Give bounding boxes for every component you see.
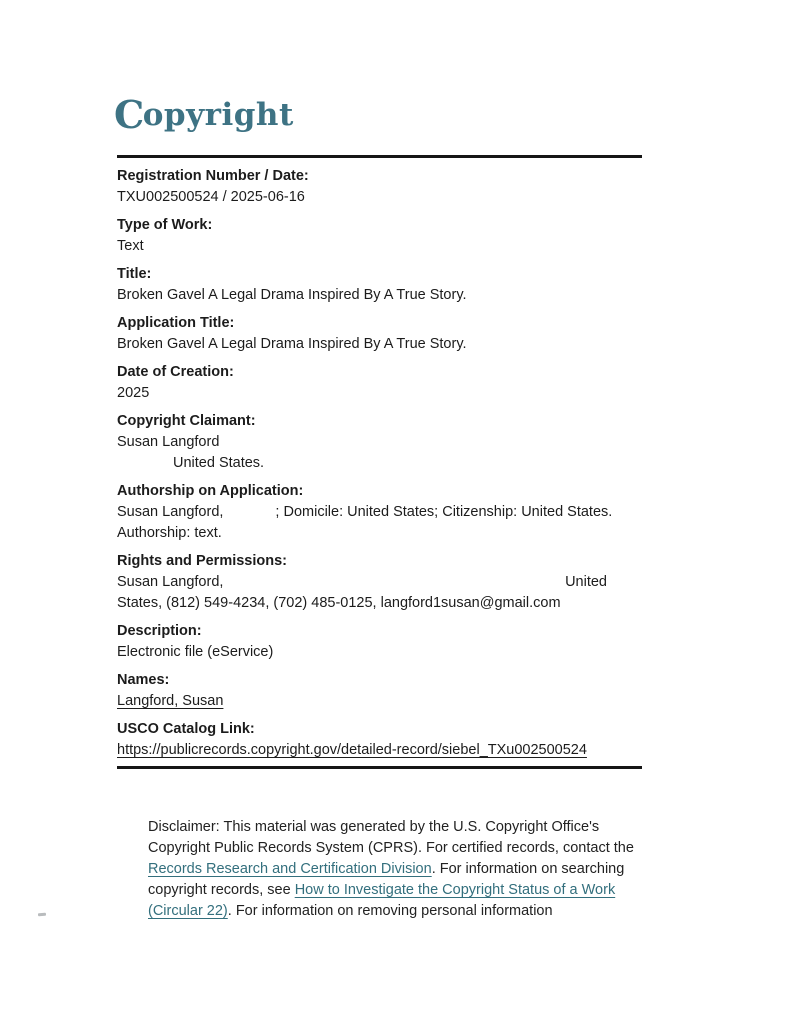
logo-rest: opyright xyxy=(142,97,294,133)
field-title xyxy=(117,264,645,306)
field-label: Application Title: xyxy=(117,315,235,331)
field-description xyxy=(117,621,645,663)
field-label: Rights and Permissions: xyxy=(117,553,288,569)
field-names xyxy=(117,670,645,712)
disclaimer-text-1: Disclaimer: This material was generated by the U.S. Copyright Office's Copyright Public Records System (CPRS). For certified records, contact the xyxy=(148,819,634,856)
rights-contact-name: Susan Langford, xyxy=(117,574,224,590)
bottom-divider-rule xyxy=(117,766,642,769)
field-value: 2025 xyxy=(117,385,150,401)
usco-copyright-logo xyxy=(114,92,294,137)
field-label: Names: xyxy=(117,672,170,688)
claimant-name: Susan Langford xyxy=(117,434,220,450)
field-label: Copyright Claimant: xyxy=(117,413,256,429)
field-label: Title: xyxy=(117,266,152,282)
field-type-of-work xyxy=(117,215,645,257)
field-value: TXU002500524 / 2025-06-16 xyxy=(117,189,305,205)
rights-line-2: States, (812) 549-4234, (702) 485-0125, langford1susan@gmail.com xyxy=(117,595,561,611)
field-registration-number-date xyxy=(117,166,645,208)
field-value: Text xyxy=(117,238,144,254)
circular-22-link[interactable]: How to Investigate the Copyright Status of a Work (Circular 22) xyxy=(148,882,616,919)
record-fields xyxy=(117,166,645,768)
field-rights-and-permissions xyxy=(117,551,645,614)
field-copyright-claimant xyxy=(117,411,645,474)
authorship-line-2: Authorship: text. xyxy=(117,525,222,541)
field-label: Date of Creation: xyxy=(117,364,234,380)
field-label: USCO Catalog Link: xyxy=(117,721,255,737)
top-divider-rule xyxy=(117,155,642,158)
disclaimer-text-3: . For information on removing personal information xyxy=(227,903,553,919)
field-authorship-on-application xyxy=(117,481,645,544)
records-research-division-link[interactable]: Records Research and Certification Division xyxy=(148,861,432,877)
field-label: Registration Number / Date: xyxy=(117,168,309,184)
field-application-title xyxy=(117,313,645,355)
field-value: Electronic file (eService) xyxy=(117,644,274,660)
logo-letter-c: C xyxy=(114,92,145,137)
authorship-name: Susan Langford, xyxy=(117,504,224,520)
authorship-domicile: ; Domicile: United States; Citizenship: United States. xyxy=(275,504,613,520)
rights-line-1 xyxy=(117,572,607,593)
field-label: Authorship on Application: xyxy=(117,483,304,499)
claimant-country: United States. xyxy=(173,455,265,471)
usco-catalog-url-link[interactable]: https://publicrecords.copyright.gov/detailed-record/siebel_TXu002500524 xyxy=(117,742,587,758)
disclaimer-paragraph xyxy=(148,817,642,922)
authorship-line-1 xyxy=(117,502,645,523)
field-value: Broken Gavel A Legal Drama Inspired By A True Story. xyxy=(117,336,467,352)
disclaimer-text-2: . For information on searching copyright records, see xyxy=(148,861,625,898)
rights-country-start: United xyxy=(565,574,607,590)
field-value: Broken Gavel A Legal Drama Inspired By A True Story. xyxy=(117,287,467,303)
field-date-of-creation xyxy=(117,362,645,404)
field-usco-catalog-link xyxy=(117,719,645,761)
scan-artifact-mark xyxy=(38,913,46,917)
name-link-langford-susan[interactable]: Langford, Susan xyxy=(117,693,224,709)
field-label: Type of Work: xyxy=(117,217,213,233)
field-label: Description: xyxy=(117,623,202,639)
